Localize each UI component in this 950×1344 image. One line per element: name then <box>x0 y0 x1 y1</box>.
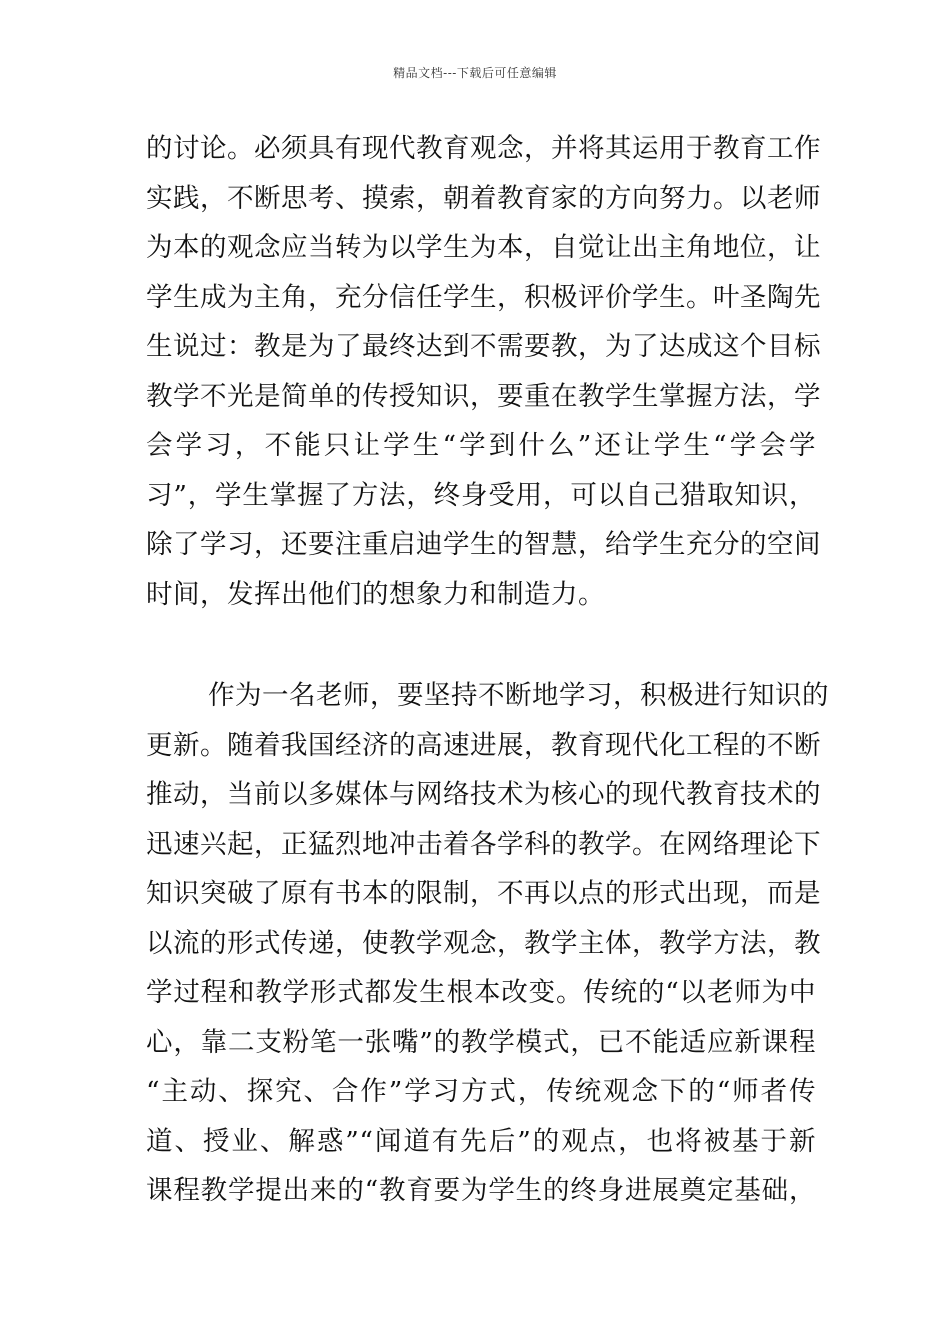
text-line: 更新。随着我国经济的高速进展，教育现代化工程的不断 <box>146 729 821 761</box>
text-line: 教学不光是简单的传授知识，要重在教学生掌握方法，学 <box>146 380 821 412</box>
text-line: 作为一名老师，要坚持不断地学习，积极进行知识的 <box>208 680 829 711</box>
text-line: 以流的形式传递，使教学观念，教学主体，教学方法，教 <box>146 927 821 959</box>
text-line: 为本的观念应当转为以学生为本，自觉让出主角地位，让 <box>146 232 821 263</box>
text-line: 迅速兴起，正猛烈地冲击着各学科的教学。在网络理论下 <box>146 828 821 860</box>
text-line: 课程教学提出来的“教育要为学生的终身进展奠定基础， <box>146 1175 816 1206</box>
text-line: 知识突破了原有书本的限制，不再以点的形式出现，而是 <box>146 878 821 909</box>
page-header: 精品文档---下载后可任意编辑 <box>393 66 557 80</box>
text-line: 生说过：教是为了最终达到不需要教，为了达成这个目标 <box>146 331 821 362</box>
text-line: 除了学习，还要注重启迪学生的智慧，给学生充分的空间 <box>146 529 821 560</box>
text-line: 心，靠二支粉笔一张嘴”的教学模式，已不能适应新课程 <box>146 1026 816 1058</box>
text-line: 习”，学生掌握了方法，终身受用，可以自己猎取知识， <box>146 479 816 511</box>
paragraph-2 <box>146 671 829 1216</box>
text-line: 学生成为主角，充分信任学生，积极评价学生。叶圣陶先 <box>146 281 821 313</box>
text-line: “主动、探究、合作”学习方式，传统观念下的“师者传 <box>146 1076 816 1107</box>
text-line: 实践，不断思考、摸索，朝着教育家的方向努力。以老师 <box>146 182 821 214</box>
text-line: 会学习，不能只让学生“学到什么”还让学生“学会学 <box>146 430 816 461</box>
paragraph-1 <box>146 124 821 619</box>
text-line: 道、授业、解惑”“闻道有先后”的观点，也将被基于新 <box>146 1125 816 1157</box>
text-line: 时间，发挥出他们的想象力和制造力。 <box>146 578 605 610</box>
text-line: 推动，当前以多媒体与网络技术为核心的现代教育技术的 <box>146 779 821 810</box>
text-line: 学过程和教学形式都发生根本改变。传统的“以老师为中 <box>146 977 816 1008</box>
text-line: 的讨论。必须具有现代教育观念，并将其运用于教育工作 <box>146 133 821 164</box>
